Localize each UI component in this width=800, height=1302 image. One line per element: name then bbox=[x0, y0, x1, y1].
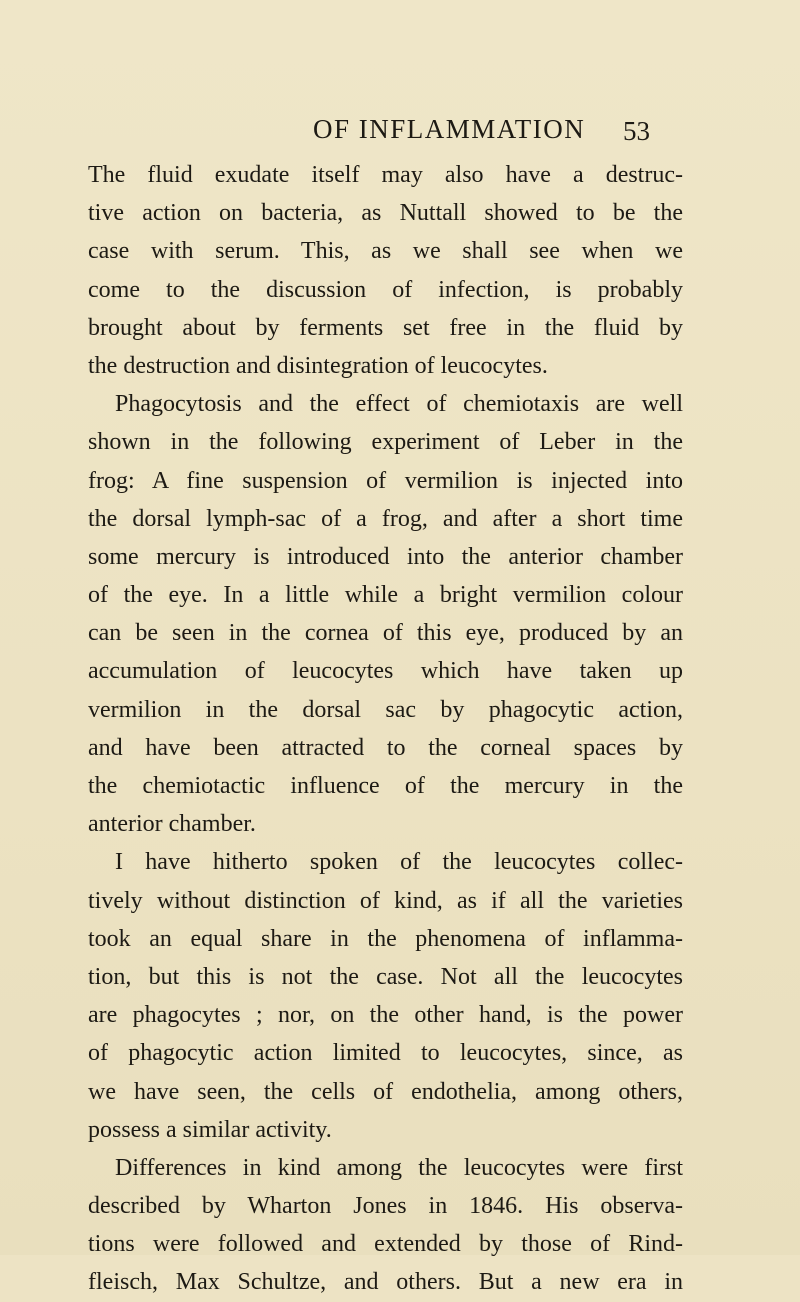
text-line: can be seen in the cornea of this eye, produced by an bbox=[88, 620, 683, 647]
text-line: Differences in kind among the leucocytes were first bbox=[115, 1154, 683, 1181]
body-text bbox=[88, 156, 683, 1302]
text-line: accumulation of leucocytes which have taken up bbox=[88, 658, 683, 685]
text-line: frog: A fine suspension of vermilion is injected into bbox=[88, 467, 683, 494]
text-line: case with serum. This, as we shall see when we bbox=[88, 238, 683, 265]
text-line: Phagocytosis and the effect of chemiotaxis are well bbox=[115, 391, 683, 418]
text-line: brought about by ferments set free in the fluid by bbox=[88, 314, 683, 341]
text-line: vermilion in the dorsal sac by phagocytic action, bbox=[88, 696, 683, 723]
text-line: and have been attracted to the corneal spaces by bbox=[88, 734, 683, 761]
text-line: of phagocytic action limited to leucocytes, since, as bbox=[88, 1040, 683, 1067]
text-line: we have seen, the cells of endothelia, among others, bbox=[88, 1078, 683, 1105]
text-line: some mercury is introduced into the anterior chamber bbox=[88, 543, 683, 570]
text-line: took an equal share in the phenomena of inflamma- bbox=[88, 925, 683, 952]
text-line: tively without distinction of kind, as if all the varieties bbox=[88, 887, 683, 914]
text-line: described by Wharton Jones in 1846. His observa- bbox=[88, 1193, 683, 1220]
text-line: are phagocytes ; nor, on the other hand, is the power bbox=[88, 1002, 683, 1029]
text-line: I have hitherto spoken of the leucocytes collec- bbox=[115, 849, 683, 876]
running-title: OF INFLAMMATION bbox=[313, 114, 586, 144]
text-line: possess a similar activity. bbox=[88, 1116, 332, 1143]
text-line: the chemiotactic influence of the mercury in the bbox=[88, 773, 683, 799]
page-number: 53 bbox=[623, 116, 650, 146]
text-line: The fluid exudate itself may also have a destruc- bbox=[88, 162, 683, 188]
text-line: fleisch, Max Schultze, and others. But a new era in bbox=[88, 1269, 683, 1296]
text-line: of the eye. In a little while a bright vermilion colour bbox=[88, 582, 683, 609]
text-line: anterior chamber. bbox=[88, 811, 256, 838]
text-line: shown in the following experiment of Leber in the bbox=[88, 429, 683, 456]
text-line: the destruction and disintegration of leucocytes. bbox=[88, 352, 548, 379]
text-line: tions were followed and extended by those of Rind- bbox=[88, 1231, 683, 1258]
text-line: tion, but this is not the case. Not all the leucocytes bbox=[88, 963, 683, 990]
text-line: the dorsal lymph-sac of a frog, and after a short time bbox=[88, 505, 683, 532]
text-line: come to the discussion of infection, is probably bbox=[88, 276, 683, 303]
text-line: tive action on bacteria, as Nuttall showed to be the bbox=[88, 200, 683, 227]
